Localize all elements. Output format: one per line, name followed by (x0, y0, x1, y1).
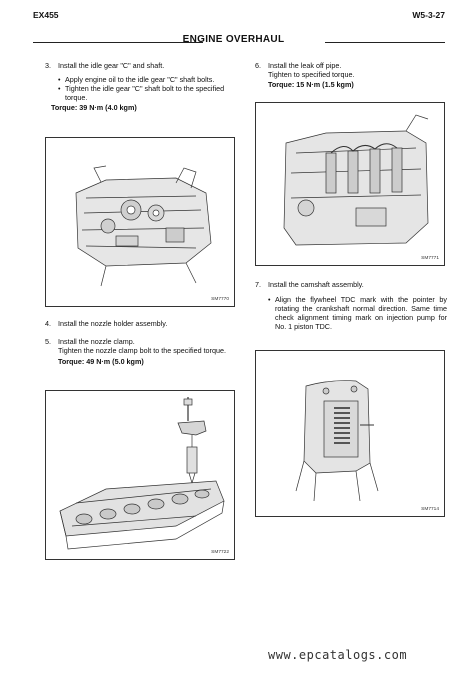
figure-code: SM7770 (211, 297, 229, 302)
step-number: 7. (255, 280, 261, 289)
step-subtext: Tighten to specified torque. (268, 70, 355, 79)
cylinder-head-illustration (46, 391, 234, 559)
step-subtext: Tighten the nozzle clamp bolt to the specified torque. (58, 346, 226, 355)
engine-block-illustration (46, 138, 234, 306)
step-text: Install the idle gear "C" and shaft. (58, 61, 165, 70)
step-5 (45, 337, 237, 366)
step-6 (255, 61, 447, 89)
step-number: 6. (255, 61, 261, 70)
torque-spec: Torque: 49 N·m (5.0 kgm) (58, 357, 144, 366)
bullet-item: • Align the flywheel TDC mark with the pointer by rotating the crankshaft normal direction. Same time check alignment timing mark on injection pump for No. 1 piston TDC. (268, 295, 447, 331)
page-reference: W5-3-27 (412, 10, 445, 20)
torque-spec: Torque: 15 N·m (1.5 kgm) (268, 80, 354, 89)
leak-off-pipe-illustration (256, 103, 444, 265)
step-text: Install the nozzle clamp. (58, 337, 135, 346)
model-code: EX455 (33, 10, 59, 20)
step-number: 3. (45, 61, 51, 70)
step-4 (45, 319, 237, 328)
watermark-url: www.epcatalogs.com (268, 648, 408, 662)
step-text: Install the nozzle holder assembly. (58, 319, 168, 328)
figure-nozzle-clamp (45, 390, 235, 560)
bullet-item: • Tighten the idle gear "C" shaft bolt to the specified torque. (58, 84, 240, 102)
figure-code: SM7722 (211, 550, 229, 555)
torque-spec: Torque: 39 N·m (4.0 kgm) (51, 103, 137, 112)
section-title: ENGINE OVERHAUL (182, 34, 285, 45)
timing-mark-illustration (256, 351, 444, 516)
figure-idle-gear (45, 137, 235, 307)
figure-code: SM7714 (421, 507, 439, 512)
step-3 (45, 61, 240, 112)
step-number: 5. (45, 337, 51, 346)
step-number: 4. (45, 319, 51, 328)
figure-leak-off-pipe (255, 102, 445, 266)
step-text: Install the leak off pipe. (268, 61, 342, 70)
step-7 (255, 280, 447, 331)
step-text: Install the camshaft assembly. (268, 280, 364, 289)
figure-code: SM7771 (421, 256, 439, 261)
figure-camshaft-timing (255, 350, 445, 517)
bullet-item: • Apply engine oil to the idle gear "C" shaft bolts. (58, 75, 240, 84)
